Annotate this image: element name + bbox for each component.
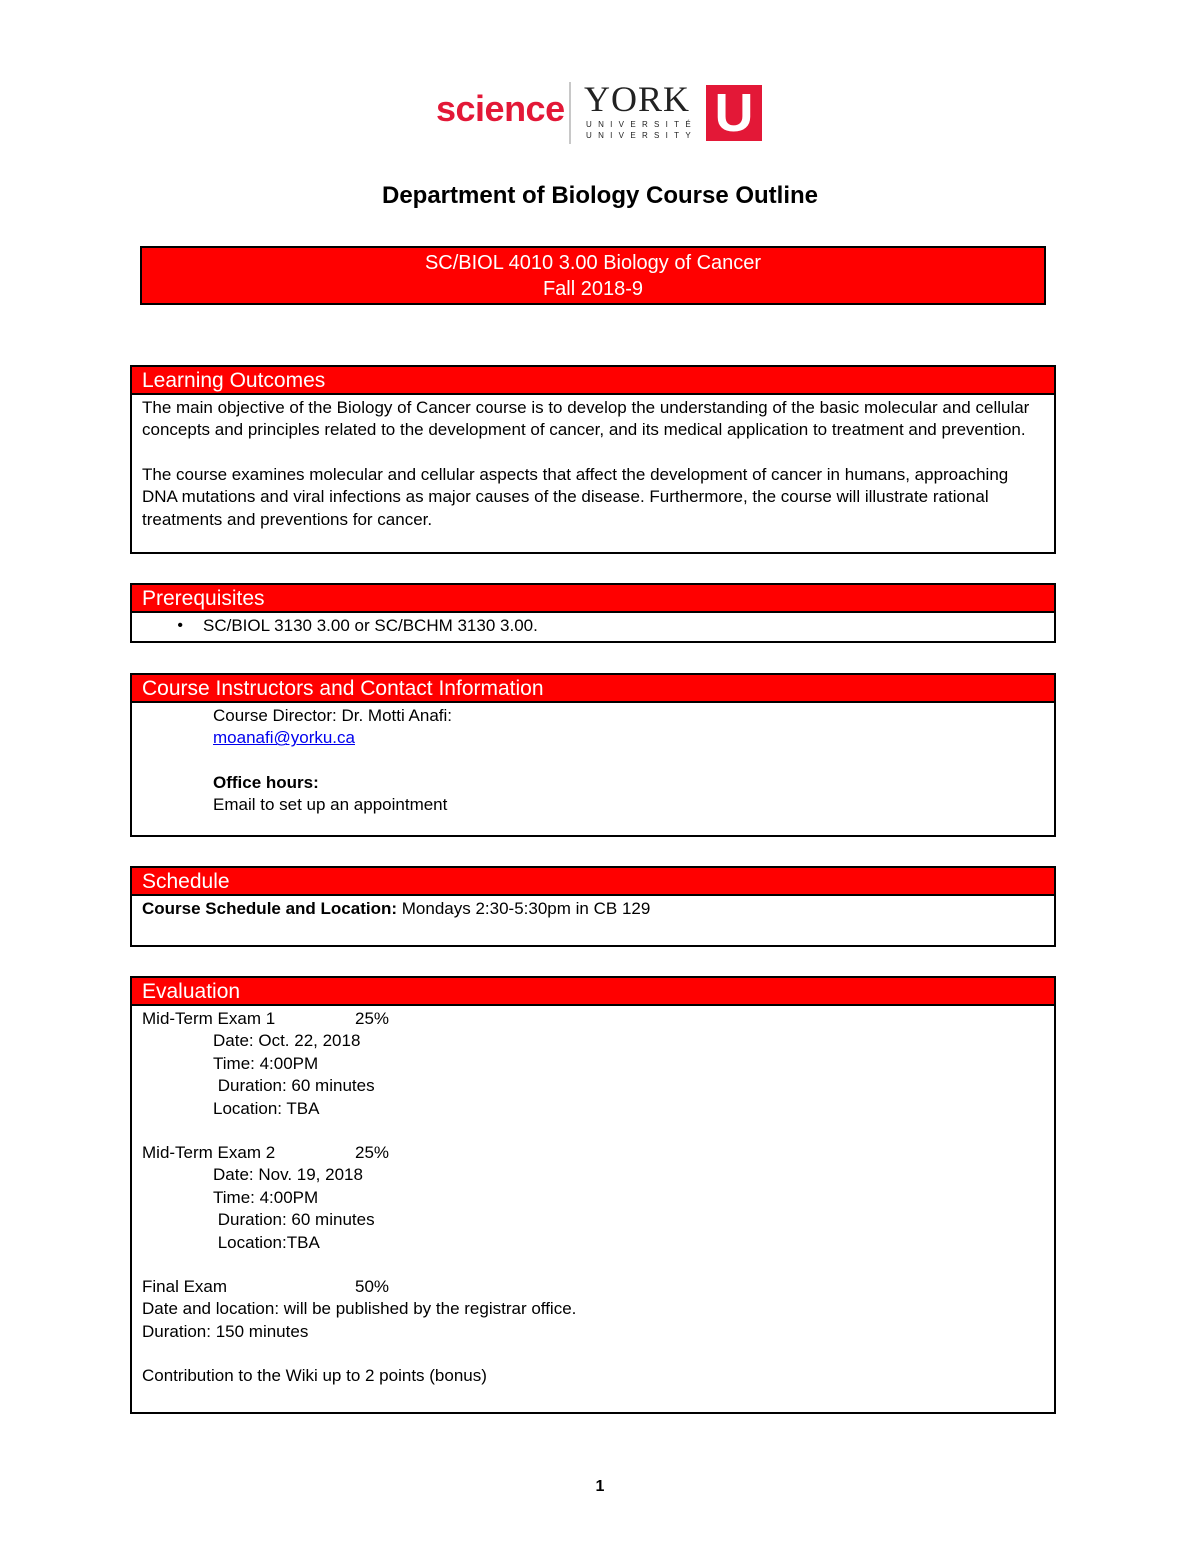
learning-outcomes-paragraph-1: The main objective of the Biology of Cancer course is to develop the understanding of the basic molecular and cellular concepts and principles related to the development of cancer, and its medical application to treatment and prevention. [142,398,1030,440]
exam1-location: Location: TBA [213,1098,320,1118]
course-term: Fall 2018-9 [542,278,644,300]
exam2-duration: Duration: 60 minutes [213,1210,375,1230]
schedule-value: Mondays 2:30-5:30pm in CB 129 [397,899,651,918]
prerequisite-text: SC/BIOL 3130 3.00 or SC/BCHM 3130 3.00. [203,616,538,635]
course-director: Course Director: Dr. Motti Anafi: [213,706,453,725]
york-u-icon: U [706,85,762,141]
learning-outcomes-paragraph-2: The course examines molecular and cellular aspects that affect the development of cancer in humans, approaching DNA mutations and viral infections as major causes of the disease. Furthermore, the course will illustrate rational treatments and preventions for cancer. [142,464,1009,529]
section-heading: Evaluation [132,978,1054,1006]
evaluation-section [130,976,1056,1414]
york-science-logo [436,80,766,146]
instructors-section [130,673,1056,837]
exam2-location: Location:TBA [213,1232,320,1252]
exam2-date: Date: Nov. 19, 2018 [213,1165,363,1185]
exam2-weight: 25% [355,1143,390,1163]
bonus-note: Contribution to the Wiki up to 2 points (bonus) [142,1366,487,1386]
exam1-name: Mid-Term Exam 1 [142,1009,276,1028]
section-heading: Learning Outcomes [132,367,1054,395]
logo-york-text: YORK [584,79,691,119]
final-date-location: Date and location: will be published by the registrar office. [142,1299,577,1319]
exam1-date: Date: Oct. 22, 2018 [213,1031,361,1051]
page-title: Department of Biology Course Outline [381,182,819,209]
schedule-section [130,866,1056,947]
final-duration: Duration: 150 minutes [142,1321,309,1341]
office-hours-value: Email to set up an appointment [213,795,448,815]
exam2-time: Time: 4:00PM [213,1187,319,1207]
exam1-weight: 25% [355,1009,390,1028]
logo-universite-text: UNIVERSITÉ [586,120,698,129]
logo-university-text: UNIVERSITY [586,131,698,140]
section-heading: Prerequisites [132,585,1054,613]
email-link[interactable]: moanafi@yorku.ca [213,728,355,748]
exam2-name: Mid-Term Exam 2 [142,1143,276,1163]
course-code-title: SC/BIOL 4010 3.00 Biology of Cancer [424,252,762,274]
exam1-time: Time: 4:00PM [213,1053,319,1073]
course-banner [140,246,1046,305]
final-weight: 50% [355,1277,390,1297]
section-heading: Schedule [132,868,1054,896]
exam1-duration: Duration: 60 minutes [213,1076,375,1096]
final-name: Final Exam [142,1277,228,1297]
exam1-row [142,1008,1044,1030]
schedule-label: Course Schedule and Location: [142,899,398,918]
page-number: 1 [595,1478,605,1495]
final-row [142,1276,1044,1298]
logo-science-text: science [436,88,565,129]
logo-divider [569,82,571,144]
list-item [132,615,1044,637]
section-heading: Course Instructors and Contact Information [132,675,1054,703]
bullet-icon: • [177,617,183,634]
office-hours-label: Office hours: [213,772,319,792]
exam2-row [142,1142,1044,1164]
prerequisites-section [130,583,1056,643]
learning-outcomes-section [130,365,1056,554]
